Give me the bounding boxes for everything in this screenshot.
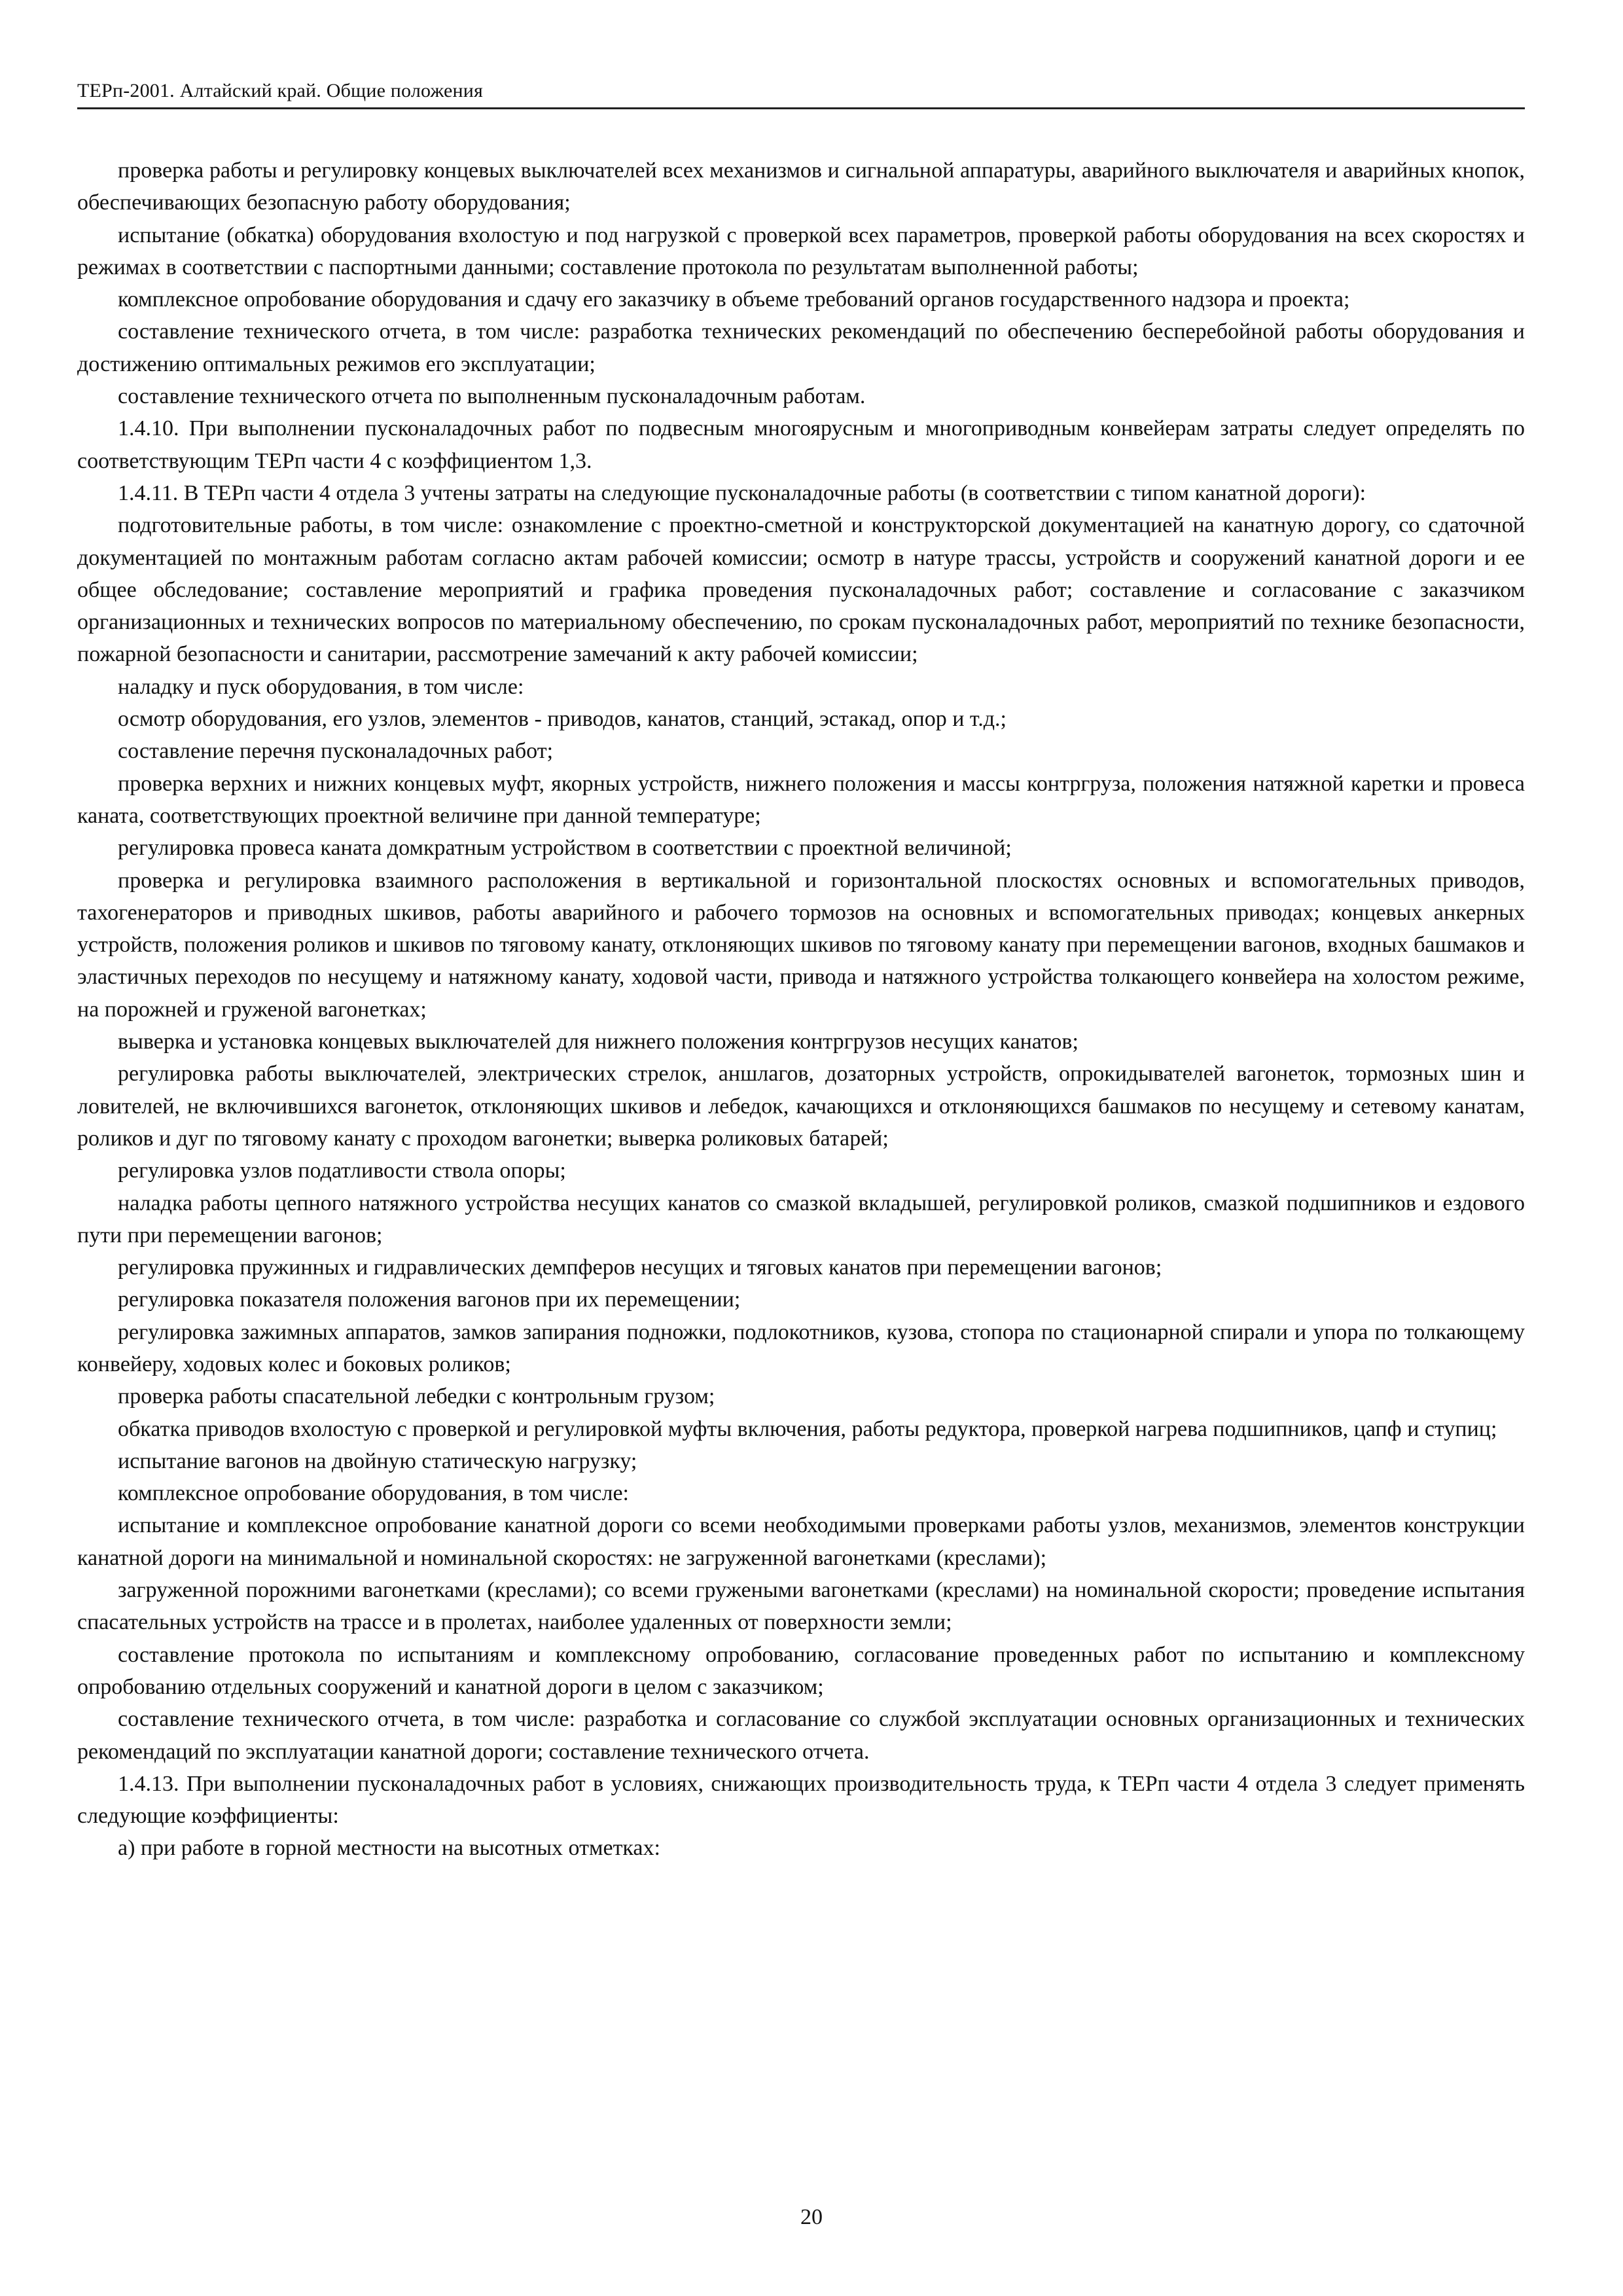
paragraph: выверка и установка концевых выключателей для нижнего положения контргрузов несущих канатов;: [118, 1030, 1079, 1054]
paragraph: регулировка работы выключателей, электрических стрелок, аншлагов, дозаторных устройств, опрокидывателей вагонеток, тормозных шин и ловителей, не включившихся вагонеток, отклоняющих шкивов и лебедок, качающихся и отклоняющихся башмаков по несущему и сетевому канатам, роликов и дуг по тяговому канату с проходом вагонетки; выверка роликовых батарей;: [77, 1062, 1525, 1151]
paragraph: а) при работе в горной местности на высотных отметках:: [118, 1836, 660, 1861]
paragraph: регулировка показателя положения вагонов при их перемещении;: [118, 1287, 741, 1312]
paragraph: регулировка зажимных аппаратов, замков запирания подножки, подлокотников, кузова, стопора по стационарной спирали и упора по толкающему конвейеру, ходовых колес и боковых роликов;: [77, 1319, 1525, 1376]
paragraph: регулировка узлов податливости ствола опоры;: [118, 1158, 566, 1183]
paragraph: комплексное опробование оборудования и сдачу его заказчику в объеме требований органов государственного надзора и проекта;: [118, 287, 1350, 312]
paragraph: составление перечня пусконаладочных работ;: [118, 739, 554, 764]
paragraph: загруженной порожними вагонетками (креслами); со всеми гружеными вагонетками (креслами) на номинальной скорости; проведение испытания спасательных устройств на трассе и в пролетах, наиболее удаленных от поверхности земли;: [77, 1578, 1525, 1635]
paragraph: подготовительные работы, в том числе: ознакомление с проектно-сметной и конструкторской документацией на канатную дорогу, со сдаточной документацией по монтажным работам согласно актам рабочей комиссии; осмотр в натуре трассы, устройств и сооружений канатной дороги и ее общее обследование; составление мероприятий и графика проведения пусконаладочных работ; составление и согласование с заказчиком организационных и технических вопросов по материальному обеспечению, по срокам пусконаладочных работ, мероприятий по технике безопасности, пожарной безопасности и санитарии, рассмотрение замечаний к акту рабочей комиссии;: [77, 513, 1525, 667]
paragraph: проверка верхних и нижних концевых муфт, якорных устройств, нижнего положения и массы контргруза, положения натяжной каретки и провеса каната, соответствующих проектной величине при данной температуре;: [77, 771, 1525, 828]
paragraph: комплексное опробование оборудования, в том числе:: [118, 1481, 630, 1506]
paragraph: проверка работы и регулировку концевых выключателей всех механизмов и сигнальной аппаратуры, аварийного выключателя и аварийных кнопок, обеспечивающих безопасную работу оборудования;: [77, 158, 1525, 215]
paragraph: 1.4.13. При выполнении пусконаладочных работ в условиях, снижающих производительность труда, к ТЕРп части 4 отдела 3 следует применять следующие коэффициенты:: [77, 1771, 1525, 1829]
running-header: ТЕРп-2001. Алтайский край. Общие положения: [77, 79, 1525, 109]
paragraph: регулировка провеса каната домкратным устройством в соответствии с проектной величиной;: [118, 836, 1012, 861]
paragraph: наладка работы цепного натяжного устройства несущих канатов со смазкой вкладышей, регулировкой роликов, смазкой подшипников и ездового пути при перемещении вагонов;: [77, 1191, 1525, 1247]
paragraph: 1.4.11. В ТЕРп части 4 отдела 3 учтены затраты на следующие пусконаладочные работы (в соответствии с типом канатной дороги):: [118, 480, 1366, 505]
paragraph: испытание (обкатка) оборудования вхолостую и под нагрузкой с проверкой всех параметров, проверкой работы оборудования на всех скоростях и режимах в соответствии с паспортными данными; составление протокола по результатам выполненной работы;: [77, 223, 1525, 279]
paragraph: составление технического отчета, в том числе: разработка технических рекомендаций по обеспечению бесперебойной работы оборудования и достижению оптимальных режимов его эксплуатации;: [77, 319, 1525, 376]
paragraph: осмотр оборудования, его узлов, элементов - приводов, канатов, станций, эстакад, опор и т.д.;: [118, 707, 1007, 732]
paragraph: составление протокола по испытаниям и комплексному опробованию, согласование проведенных работ по испытанию и комплексному опробованию отдельных сооружений и канатной дороги в целом с заказчиком;: [77, 1642, 1525, 1699]
page-number: 20: [800, 2205, 823, 2229]
paragraph: 1.4.10. При выполнении пусконаладочных работ по подвесным многоярусным и многоприводным конвейерам затраты следует определять по соответствующим ТЕРп части 4 с коэффициентом 1,3.: [77, 416, 1525, 473]
paragraph: испытание и комплексное опробование канатной дороги со всеми необходимыми проверками работы узлов, механизмов, элементов конструкции канатной дороги на минимальной и номинальной скоростях: не загруженной вагонетками (креслами);: [77, 1513, 1525, 1570]
paragraph: обкатка приводов вхолостую с проверкой и регулировкой муфты включения, работы редуктора, проверкой нагрева подшипников, цапф и ступиц;: [118, 1416, 1497, 1441]
paragraph: составление технического отчета по выполненным пусконаладочным работам.: [118, 384, 866, 409]
body-text: [77, 154, 1525, 1865]
paragraph: наладку и пуск оборудования, в том числе:: [118, 674, 524, 699]
paragraph: проверка работы спасательной лебедки с контрольным грузом;: [118, 1384, 715, 1409]
paragraph: регулировка пружинных и гидравлических демпферов несущих и тяговых канатов при перемещении вагонов;: [118, 1255, 1162, 1280]
paragraph: составление технического отчета, в том числе: разработка и согласование со службой эксплуатации основных организационных и технических рекомендаций по эксплуатации канатной дороги; составление технического отчета.: [77, 1707, 1525, 1764]
paragraph: проверка и регулировка взаимного расположения в вертикальной и горизонтальной плоскостях основных и вспомогательных приводов, тахогенераторов и приводных шкивов, работы аварийного и рабочего тормозов на основных и вспомогательных приводах; концевых анкерных устройств, положения роликов и шкивов по тяговому канату, отклоняющих шкивов по тяговому канату при перемещении вагонов, входных башмаков и эластичных переходов по несущему и натяжному канату, ходовой части, привода и натяжного устройства толкающего конвейера на холостом режиме, на порожней и груженой вагонетках;: [77, 868, 1525, 1022]
paragraph: испытание вагонов на двойную статическую нагрузку;: [118, 1448, 637, 1473]
